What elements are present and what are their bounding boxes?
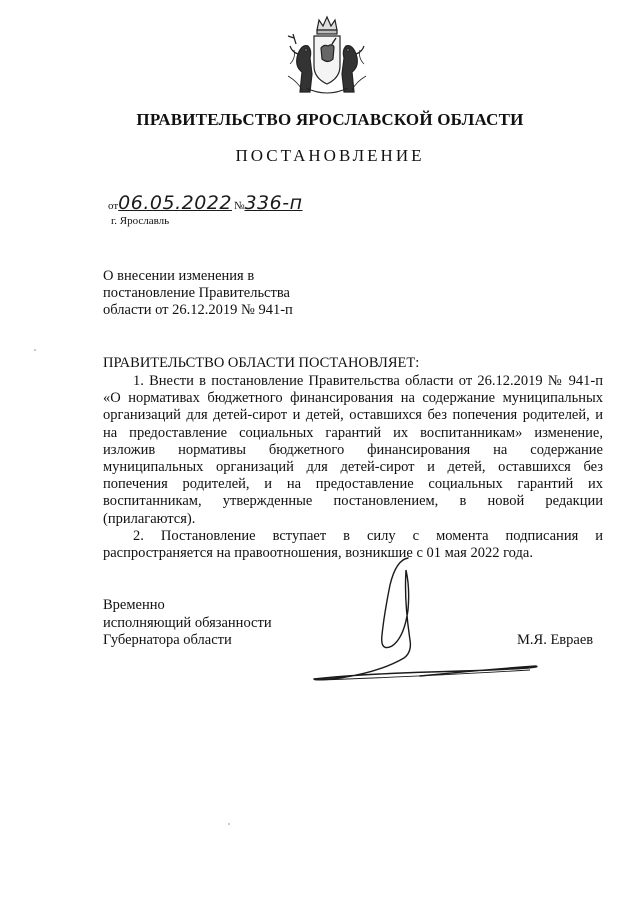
paragraph: 2. Постановление вступает в силу с момента подписания и распространяется на правоотношения, возникшие с 01 мая 2022 года. xyxy=(103,527,603,562)
government-title: ПРАВИТЕЛЬСТВО ЯРОСЛАВСКОЙ ОБЛАСТИ xyxy=(136,110,524,129)
resolution-body xyxy=(103,373,603,562)
position-line: Губернатора области xyxy=(103,632,232,648)
date-prefix: от xyxy=(108,200,119,212)
position-line: исполняющий обязанности xyxy=(103,614,272,631)
paragraph: 1. Внести в постановление Правительства области от 26.12.2019 № 941-п «О нормативах бюджетного финансирования на содержание муниципальных организаций для детей-сирот и детей, оставшихся без попечения родителей, и на предоставление социальных гарантий их воспитанникам» изменение, изложив нормативы бюджетного финансирования на содержание муниципальных организаций для детей-сирот и детей, оставшихся без попечения родителей, и на предоставление социальных гарантий их воспитанникам, утвержденные постановлением, в новой редакции (прилагаются). xyxy=(103,373,603,527)
position-line: Временно xyxy=(103,597,165,613)
signatory-name: М.Я. Евраев xyxy=(517,632,594,648)
document-subject xyxy=(103,268,293,319)
subject-line: О внесении изменения в xyxy=(103,268,255,284)
scan-speck xyxy=(228,823,230,825)
number-prefix: № xyxy=(233,200,245,212)
document-date-number xyxy=(108,192,303,214)
document-number: 336-п xyxy=(244,192,303,214)
scan-speck xyxy=(34,349,36,351)
document-city: г. Ярославль xyxy=(111,215,170,227)
signatory-position xyxy=(103,597,272,650)
document-date: 06.05.2022 xyxy=(118,192,232,214)
resolution-preamble: ПРАВИТЕЛЬСТВО ОБЛАСТИ ПОСТАНОВЛЯЕТ: xyxy=(103,355,420,371)
document-type: ПОСТАНОВЛЕНИЕ xyxy=(235,146,425,165)
subject-line: постановление Правительства xyxy=(103,285,290,301)
coat-of-arms-icon xyxy=(284,14,370,96)
subject-line: области от 26.12.2019 № 941-п xyxy=(103,302,293,318)
handwritten-signature xyxy=(300,540,560,690)
